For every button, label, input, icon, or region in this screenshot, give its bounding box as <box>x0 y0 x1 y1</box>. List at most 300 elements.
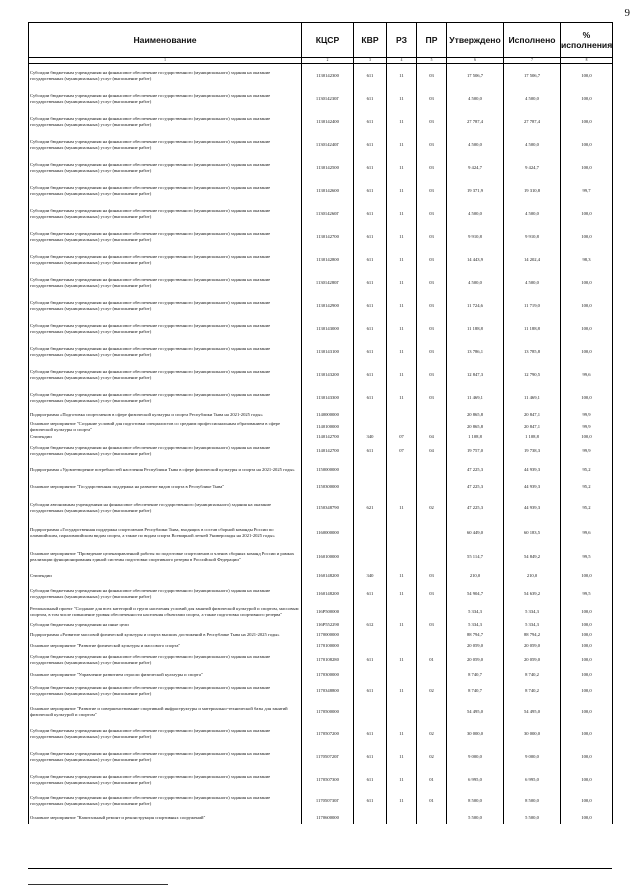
cell-pr <box>417 461 447 478</box>
page-number: 9 <box>624 7 630 19</box>
cell-approved: 27 787,4 <box>447 110 504 133</box>
cell-kcsr: 1170100000 <box>302 641 354 651</box>
cell-rz: 11 <box>387 745 417 768</box>
cell-approved: 19 371,9 <box>447 179 504 202</box>
cell-executed: 30 000,0 <box>504 722 561 745</box>
cell-pr: 02 <box>417 745 447 768</box>
table-row <box>29 225 613 248</box>
header-approved: Утверждено <box>447 23 504 58</box>
cell-approved: 6 995,0 <box>447 768 504 791</box>
cell-kvr: 611 <box>354 202 387 225</box>
table-row <box>29 421 613 433</box>
cell-kcsr: 1160148200 <box>302 584 354 603</box>
cell-kvr: 340 <box>354 433 387 441</box>
cell-name: Основное мероприятие "Управление развитием отрасли физической культуры и спорта" <box>29 668 302 681</box>
cell-rz: 11 <box>387 317 417 340</box>
cell-pct: 95,2 <box>561 496 613 520</box>
cell-approved: 9 000,0 <box>447 745 504 768</box>
cell-pct: 100,0 <box>561 768 613 791</box>
cell-rz: 11 <box>387 248 417 271</box>
cell-executed: 5 500,0 <box>504 811 561 824</box>
cell-pr <box>417 701 447 722</box>
cell-pct: 100,0 <box>561 568 613 584</box>
cell-executed: 88 794,2 <box>504 629 561 641</box>
table-row <box>29 681 613 701</box>
cell-kvr <box>354 629 387 641</box>
cell-pct: 99,6 <box>561 520 613 546</box>
cell-pct: 100,0 <box>561 641 613 651</box>
cell-pr: 03 <box>417 621 447 629</box>
cell-pr: 03 <box>417 202 447 225</box>
cell-kcsr: 1130143300 <box>302 386 354 409</box>
cell-rz: 11 <box>387 271 417 294</box>
cell-pr <box>417 478 447 496</box>
cell-kvr: 611 <box>354 317 387 340</box>
cell-rz <box>387 668 417 681</box>
cell-executed: 60 183,5 <box>504 520 561 546</box>
cell-rz: 11 <box>387 87 417 110</box>
column-number: 6 <box>447 58 504 64</box>
cell-pct: 100,0 <box>561 621 613 629</box>
cell-pr: 03 <box>417 133 447 156</box>
cell-kvr <box>354 603 387 621</box>
table-row <box>29 768 613 791</box>
cell-pct: 100,0 <box>561 64 613 88</box>
table-row <box>29 811 613 824</box>
table-row <box>29 248 613 271</box>
cell-name: Субсидии бюджетным учреждениям на финансовое обеспечение государственного (муниципального) задания на оказание государственных (муниципальных) услуг (выполнение работ) <box>29 225 302 248</box>
cell-kvr: 621 <box>354 496 387 520</box>
table-row <box>29 621 613 629</box>
column-number: 7 <box>504 58 561 64</box>
cell-rz <box>387 641 417 651</box>
cell-name: Субсидии бюджетным учреждениям на финансовое обеспечение государственного (муниципального) задания на оказание государственных (муниципальных) услуг (выполнение работ) <box>29 681 302 701</box>
cell-kcsr: 1160100000 <box>302 546 354 568</box>
cell-rz: 11 <box>387 179 417 202</box>
cell-kvr <box>354 641 387 651</box>
cell-executed: 5 334,3 <box>504 603 561 621</box>
table-row <box>29 386 613 409</box>
cell-kcsr: 116P500000 <box>302 603 354 621</box>
cell-rz <box>387 421 417 433</box>
cell-pr: 03 <box>417 568 447 584</box>
budget-execution-table <box>28 22 613 824</box>
cell-kcsr: 1170600000 <box>302 811 354 824</box>
cell-approved: 20 059,0 <box>447 651 504 668</box>
cell-rz: 11 <box>387 791 417 811</box>
cell-executed: 8 740,2 <box>504 681 561 701</box>
table-row <box>29 156 613 179</box>
cell-name: Субсидии бюджетным учреждениям на финансовое обеспечение государственного (муниципального) задания на оказание государственных (муниципальных) услуг (выполнение работ) <box>29 156 302 179</box>
cell-approved: 20 865,8 <box>447 421 504 433</box>
cell-executed: 13 785,8 <box>504 340 561 363</box>
column-number: 5 <box>417 58 447 64</box>
cell-approved: 1 108,8 <box>447 433 504 441</box>
header-percent: % исполнения <box>561 23 613 58</box>
cell-name: Основное мероприятие "Проведение целенаправленной работы по подготовке спортсменов и членов сборных команд России и рамках реализации функционирования единой системы подготовки спортивного резерва в Российской Федерации" <box>29 546 302 568</box>
cell-name: Субсидии бюджетным учреждениям на финансовое обеспечение государственного (муниципального) задания на оказание государственных (муниципальных) услуг (выполнение работ) <box>29 584 302 603</box>
cell-executed: 5 334,3 <box>504 621 561 629</box>
cell-pr <box>417 811 447 824</box>
cell-pct: 95,2 <box>561 461 613 478</box>
cell-rz: 11 <box>387 133 417 156</box>
cell-approved: 17 506,7 <box>447 64 504 88</box>
cell-approved: 8 740,7 <box>447 668 504 681</box>
cell-kvr <box>354 668 387 681</box>
cell-pct: 100,0 <box>561 294 613 317</box>
cell-name: Субсидии бюджетным учреждениям на финансовое обеспечение государственного (муниципального) задания на оказание государственных (муниципальных) услуг (выполнение работ) <box>29 133 302 156</box>
table-row <box>29 317 613 340</box>
cell-pr: 03 <box>417 156 447 179</box>
cell-rz: 11 <box>387 496 417 520</box>
header-kcsr: КЦСР <box>302 23 354 58</box>
cell-executed: 9 910,8 <box>504 225 561 248</box>
cell-pct: 100,0 <box>561 722 613 745</box>
cell-approved: 5 500,0 <box>447 811 504 824</box>
cell-pct: 100,0 <box>561 317 613 340</box>
cell-executed: 27 787,4 <box>504 110 561 133</box>
cell-name: Стипендии <box>29 433 302 441</box>
cell-kcsr: 1170507200 <box>302 722 354 745</box>
cell-pr: 04 <box>417 441 447 461</box>
cell-name: Субсидии бюджетным учреждениям на иные цели <box>29 621 302 629</box>
cell-kcsr: 1130143200 <box>302 363 354 386</box>
cell-approved: 4 500,0 <box>447 271 504 294</box>
table-row <box>29 568 613 584</box>
cell-pr <box>417 668 447 681</box>
cell-kvr: 611 <box>354 340 387 363</box>
table-row <box>29 271 613 294</box>
cell-kcsr: 1170300000 <box>302 668 354 681</box>
cell-rz: 07 <box>387 441 417 461</box>
cell-executed: 44 939,3 <box>504 478 561 496</box>
cell-kvr: 611 <box>354 110 387 133</box>
cell-pr: 03 <box>417 179 447 202</box>
cell-pct: 100,0 <box>561 202 613 225</box>
cell-executed: 20 059,0 <box>504 641 561 651</box>
cell-approved: 47 225,3 <box>447 461 504 478</box>
cell-pr: 03 <box>417 271 447 294</box>
table-row <box>29 363 613 386</box>
cell-rz: 11 <box>387 363 417 386</box>
cell-kvr: 611 <box>354 87 387 110</box>
cell-name: Субсидии бюджетным учреждениям на финансовое обеспечение государственного (муниципального) задания на оказание государственных (муниципальных) услуг (выполнение работ) <box>29 363 302 386</box>
cell-kvr <box>354 409 387 421</box>
cell-name: Субсидии бюджетным учреждениям на финансовое обеспечение государственного (муниципального) задания на оказание государственных (муниципальных) услуг (выполнение работ) <box>29 441 302 461</box>
cell-approved: 4 500,0 <box>447 133 504 156</box>
cell-pr: 04 <box>417 433 447 441</box>
cell-approved: 9 424,7 <box>447 156 504 179</box>
header-executed: Исполнено <box>504 23 561 58</box>
cell-approved: 5 334,3 <box>447 621 504 629</box>
cell-kcsr: 113014240Г <box>302 133 354 156</box>
footer-rule <box>28 884 168 885</box>
cell-name: Основное мероприятие "Развитие физической культуры и массового спорта" <box>29 641 302 651</box>
cell-kcsr: 1150348790 <box>302 496 354 520</box>
cell-pr: 03 <box>417 64 447 88</box>
cell-kvr: 611 <box>354 768 387 791</box>
table-row <box>29 722 613 745</box>
cell-kvr: 611 <box>354 156 387 179</box>
cell-pct: 100,0 <box>561 386 613 409</box>
cell-pr: 01 <box>417 791 447 811</box>
cell-pr: 02 <box>417 681 447 701</box>
cell-rz: 11 <box>387 110 417 133</box>
cell-name: Основное мероприятие "Капитальный ремонт и реконструкция спортивных сооружений" <box>29 811 302 824</box>
cell-kvr: 611 <box>354 791 387 811</box>
cell-kvr: 611 <box>354 133 387 156</box>
cell-executed: 19 738,3 <box>504 441 561 461</box>
cell-pr: 01 <box>417 768 447 791</box>
table-row <box>29 496 613 520</box>
cell-executed: 14 202,4 <box>504 248 561 271</box>
cell-kcsr: 1150300000 <box>302 478 354 496</box>
cell-kvr: 611 <box>354 681 387 701</box>
cell-kvr: 340 <box>354 568 387 584</box>
cell-pr <box>417 603 447 621</box>
cell-pct: 100,0 <box>561 156 613 179</box>
cell-kvr: 611 <box>354 271 387 294</box>
cell-kcsr: 1130142900 <box>302 294 354 317</box>
cell-rz <box>387 546 417 568</box>
cell-name: Субсидии бюджетным учреждениям на финансовое обеспечение государственного (муниципального) задания на оказание государственных (муниципальных) услуг (выполнение работ) <box>29 768 302 791</box>
cell-pr: 03 <box>417 225 447 248</box>
cell-pct: 100,0 <box>561 433 613 441</box>
cell-kcsr: 1150000000 <box>302 461 354 478</box>
cell-pr: 02 <box>417 496 447 520</box>
cell-kvr: 611 <box>354 745 387 768</box>
cell-kvr: 611 <box>354 722 387 745</box>
cell-approved: 14 443,9 <box>447 248 504 271</box>
cell-name: Субсидии бюджетным учреждениям на финансовое обеспечение государственного (муниципального) задания на оказание государственных (муниципальных) услуг (выполнение работ) <box>29 294 302 317</box>
cell-approved: 19 757,0 <box>447 441 504 461</box>
cell-name: Субсидии бюджетным учреждениям на финансовое обеспечение государственного (муниципального) задания на оказание государственных (муниципальных) услуг (выполнение работ) <box>29 248 302 271</box>
cell-kcsr: 1160000000 <box>302 520 354 546</box>
cell-approved: 54 904,7 <box>447 584 504 603</box>
cell-approved: 55 114,7 <box>447 546 504 568</box>
cell-approved: 88 794,7 <box>447 629 504 641</box>
cell-rz: 11 <box>387 156 417 179</box>
cell-kcsr: 1130143000 <box>302 317 354 340</box>
cell-pr: 03 <box>417 363 447 386</box>
cell-rz: 11 <box>387 681 417 701</box>
cell-name: Стипендии <box>29 568 302 584</box>
cell-rz: 11 <box>387 621 417 629</box>
column-number: 3 <box>354 58 387 64</box>
cell-rz: 11 <box>387 294 417 317</box>
table-row <box>29 651 613 668</box>
cell-executed: 11 719,0 <box>504 294 561 317</box>
cell-pct: 100,0 <box>561 603 613 621</box>
cell-kvr: 611 <box>354 64 387 88</box>
cell-name: Подпрограмма «Государственная поддержка спортсменов Республики Тыва, входящих в состав сборной команды России по олимпийским, паралимпийским видам спорта, а также по видам спорта Всемирной летней Универсиады на 2021-2025 годы» <box>29 520 302 546</box>
table-row <box>29 791 613 811</box>
cell-executed: 210,0 <box>504 568 561 584</box>
table-row <box>29 461 613 478</box>
cell-pct: 100,0 <box>561 340 613 363</box>
cell-pct: 100,0 <box>561 110 613 133</box>
cell-pct: 100,0 <box>561 811 613 824</box>
cell-rz: 11 <box>387 64 417 88</box>
cell-approved: 54 495,0 <box>447 701 504 722</box>
column-number: 1 <box>29 58 302 64</box>
cell-pct: 99,6 <box>561 363 613 386</box>
cell-kcsr: 1130142300 <box>302 64 354 88</box>
cell-kcsr: 1130142700 <box>302 225 354 248</box>
cell-pct: 100,0 <box>561 651 613 668</box>
cell-kcsr: 113014230Г <box>302 87 354 110</box>
cell-name: Субсидии бюджетным учреждениям на финансовое обеспечение государственного (муниципального) задания на оказание государственных (муниципальных) услуг (выполнение работ) <box>29 202 302 225</box>
table-row <box>29 603 613 621</box>
cell-approved: 20 059,0 <box>447 641 504 651</box>
cell-approved: 20 865,8 <box>447 409 504 421</box>
table-bottom-rule <box>28 868 612 869</box>
cell-kvr: 611 <box>354 441 387 461</box>
cell-approved: 4 500,0 <box>447 202 504 225</box>
cell-pct: 99,5 <box>561 546 613 568</box>
cell-pr <box>417 421 447 433</box>
cell-executed: 12 790,5 <box>504 363 561 386</box>
cell-pct: 99,9 <box>561 409 613 421</box>
cell-kcsr: 1170500000 <box>302 701 354 722</box>
cell-rz: 11 <box>387 340 417 363</box>
cell-rz: 07 <box>387 433 417 441</box>
cell-kvr <box>354 478 387 496</box>
cell-pct: 99,9 <box>561 441 613 461</box>
cell-name: Субсидии автономным учреждениям на финансовое обеспечение государственного (муниципального) задания на оказание государственных (муниципальных) услуг (выполнение работ) <box>29 496 302 520</box>
cell-name: Региональный проект "Создание для всех категорий и групп населения условий для занятий физической культурой и спортом, массовым спортом, в том числе повышение уровня обеспеченности населения объектами спорта, а также подготовка спортивного резерва" <box>29 603 302 621</box>
cell-pr: 02 <box>417 722 447 745</box>
cell-rz: 11 <box>387 225 417 248</box>
cell-rz <box>387 478 417 496</box>
cell-executed: 17 506,7 <box>504 64 561 88</box>
cell-pr: 03 <box>417 340 447 363</box>
cell-executed: 9 000,0 <box>504 745 561 768</box>
cell-kcsr: 1130142800 <box>302 248 354 271</box>
cell-name: Субсидии бюджетным учреждениям на финансовое обеспечение государственного (муниципального) задания на оказание государственных (муниципальных) услуг (выполнение работ) <box>29 340 302 363</box>
cell-pct: 99,7 <box>561 179 613 202</box>
cell-kvr: 611 <box>354 584 387 603</box>
cell-executed: 4 500,0 <box>504 271 561 294</box>
cell-kvr: 611 <box>354 651 387 668</box>
cell-kcsr: 113014280Г <box>302 271 354 294</box>
cell-kcsr: 1170507300 <box>302 768 354 791</box>
cell-kvr <box>354 520 387 546</box>
cell-executed: 20 059,0 <box>504 651 561 668</box>
cell-executed: 44 939,3 <box>504 461 561 478</box>
table-row <box>29 520 613 546</box>
table-row <box>29 294 613 317</box>
cell-executed: 11 469,1 <box>504 386 561 409</box>
cell-pct: 99,9 <box>561 421 613 433</box>
cell-kvr <box>354 546 387 568</box>
cell-name: Субсидии бюджетным учреждениям на финансовое обеспечение государственного (муниципального) задания на оказание государственных (муниципальных) услуг (выполнение работ) <box>29 651 302 668</box>
cell-pct: 95,2 <box>561 478 613 496</box>
cell-kcsr: 117050730Г <box>302 791 354 811</box>
cell-approved: 47 225,3 <box>447 496 504 520</box>
cell-name: Основное мероприятие "Создание условий для подготовки специалистов со средним профессиональным образованием в сфере физической культуры и спорта" <box>29 421 302 433</box>
cell-pct: 100,0 <box>561 791 613 811</box>
cell-name: Субсидии бюджетным учреждениям на финансовое обеспечение государственного (муниципального) задания на оказание государственных (муниципальных) услуг (выполнение работ) <box>29 317 302 340</box>
table-row <box>29 629 613 641</box>
cell-approved: 9 910,8 <box>447 225 504 248</box>
cell-executed: 8 740,2 <box>504 668 561 681</box>
cell-rz <box>387 629 417 641</box>
cell-approved: 8 500,0 <box>447 791 504 811</box>
header-pr: ПР <box>417 23 447 58</box>
cell-pr: 03 <box>417 294 447 317</box>
cell-rz: 11 <box>387 651 417 668</box>
cell-pct: 100,0 <box>561 87 613 110</box>
cell-pct: 100,0 <box>561 668 613 681</box>
cell-pr <box>417 641 447 651</box>
cell-pct: 99,5 <box>561 584 613 603</box>
cell-pr: 03 <box>417 110 447 133</box>
cell-rz: 11 <box>387 722 417 745</box>
cell-executed: 9 424,7 <box>504 156 561 179</box>
cell-rz <box>387 603 417 621</box>
cell-kvr: 611 <box>354 248 387 271</box>
table-body <box>29 64 613 825</box>
cell-executed: 44 939,3 <box>504 496 561 520</box>
header-rz: РЗ <box>387 23 417 58</box>
cell-name: Субсидии бюджетным учреждениям на финансовое обеспечение государственного (муниципального) задания на оказание государственных (муниципальных) услуг (выполнение работ) <box>29 386 302 409</box>
cell-executed: 8 500,0 <box>504 791 561 811</box>
cell-executed: 54 495,0 <box>504 701 561 722</box>
cell-name: Субсидии бюджетным учреждениям на финансовое обеспечение государственного (муниципального) задания на оказание государственных (муниципальных) услуг (выполнение работ) <box>29 87 302 110</box>
cell-kvr: 611 <box>354 294 387 317</box>
cell-pct: 100,0 <box>561 271 613 294</box>
cell-name: Подпрограмма «Развитие массовой физической культуры и спорта высших достижений в Республике Тыва на 2021-2025 годы» <box>29 629 302 641</box>
cell-kcsr: 1140100000 <box>302 421 354 433</box>
cell-name: Субсидии бюджетным учреждениям на финансовое обеспечение государственного (муниципального) задания на оказание государственных (муниципальных) услуг (выполнение работ) <box>29 271 302 294</box>
cell-pr: 03 <box>417 317 447 340</box>
table-row <box>29 433 613 441</box>
cell-name: Основное мероприятие "Государственная поддержка на развитие видов спорта в Республике Тыва" <box>29 478 302 496</box>
cell-name: Подпрограмма «Удовлетворение потребностей населения Республики Тыва в сфере физической культуры и спорта на 2021-2025 годы» <box>29 461 302 478</box>
table-row <box>29 478 613 496</box>
cell-approved: 47 225,3 <box>447 478 504 496</box>
cell-name: Субсидии бюджетным учреждениям на финансовое обеспечение государственного (муниципального) задания на оказание государственных (муниципальных) услуг (выполнение работ) <box>29 64 302 88</box>
cell-rz: 11 <box>387 584 417 603</box>
cell-rz: 11 <box>387 386 417 409</box>
table-row <box>29 641 613 651</box>
column-number: 2 <box>302 58 354 64</box>
table-row <box>29 87 613 110</box>
cell-executed: 11 188,8 <box>504 317 561 340</box>
table-row <box>29 546 613 568</box>
cell-kvr: 612 <box>354 621 387 629</box>
cell-name: Субсидии бюджетным учреждениям на финансовое обеспечение государственного (муниципального) задания на оказание государственных (муниципальных) услуг (выполнение работ) <box>29 791 302 811</box>
cell-kvr: 611 <box>354 225 387 248</box>
table-row <box>29 701 613 722</box>
cell-executed: 20 847,1 <box>504 421 561 433</box>
cell-executed: 54 639,2 <box>504 584 561 603</box>
cell-pr <box>417 546 447 568</box>
cell-executed: 4 500,0 <box>504 202 561 225</box>
cell-executed: 4 500,0 <box>504 133 561 156</box>
cell-name: Субсидии бюджетным учреждениям на финансовое обеспечение государственного (муниципального) задания на оказание государственных (муниципальных) услуг (выполнение работ) <box>29 722 302 745</box>
cell-rz <box>387 409 417 421</box>
table-row <box>29 584 613 603</box>
cell-rz <box>387 811 417 824</box>
cell-rz: 11 <box>387 202 417 225</box>
column-number: 8 <box>561 58 613 64</box>
cell-approved: 5 334,3 <box>447 603 504 621</box>
cell-kvr: 611 <box>354 179 387 202</box>
table-row <box>29 409 613 421</box>
cell-pr: 03 <box>417 87 447 110</box>
